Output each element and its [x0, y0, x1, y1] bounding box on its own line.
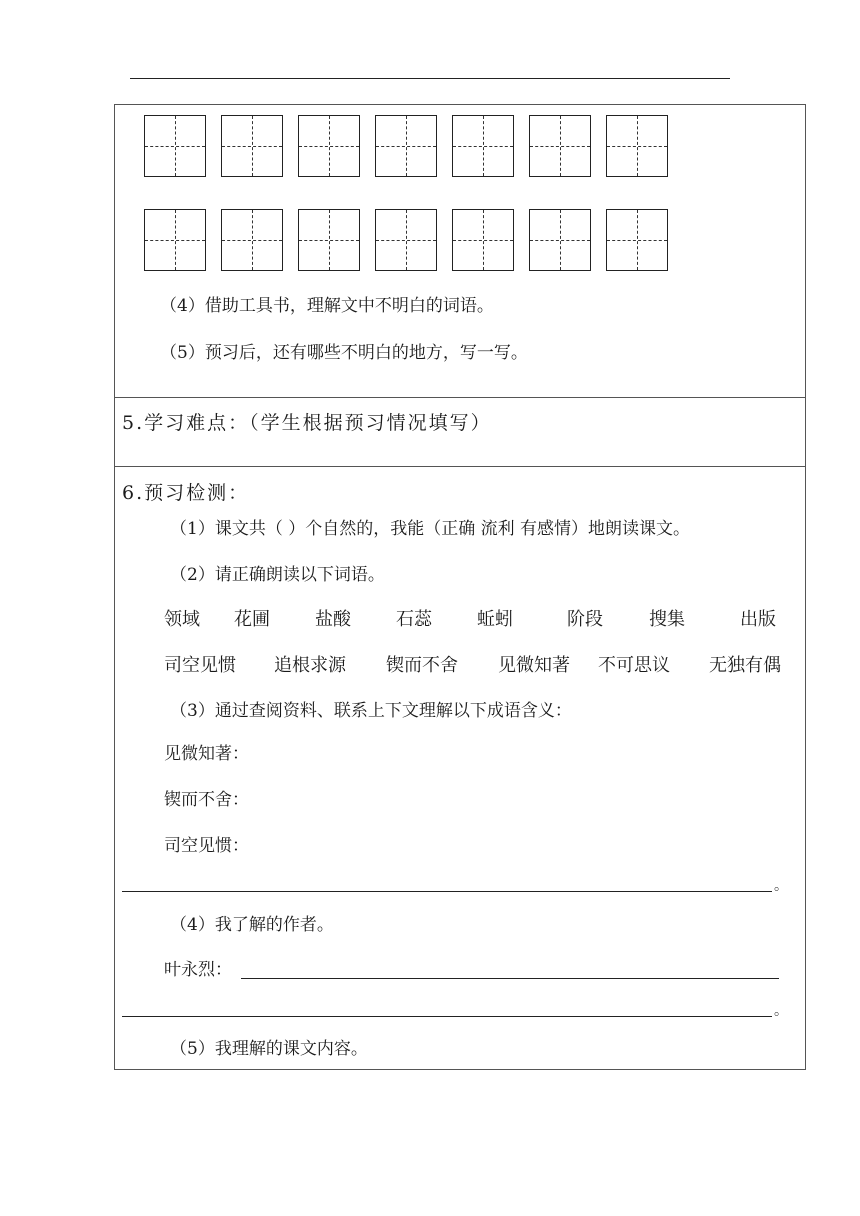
vocab-word: 阶段 — [567, 609, 603, 630]
answer-line-1[interactable] — [122, 891, 772, 892]
end-period: 。 — [774, 878, 788, 894]
section-6-title: 6.预习检测： — [122, 482, 250, 504]
item-5-text: （5）预习后，还有哪些不明白的地方，写一写。 — [160, 343, 528, 363]
end-period: 。 — [774, 1003, 788, 1019]
idiom-label-1: 见微知著： — [164, 744, 249, 764]
vocab-idiom: 不可思议 — [598, 655, 670, 676]
answer-line-2[interactable] — [122, 1016, 772, 1017]
author-label: 叶永烈： — [164, 960, 232, 980]
writing-box[interactable] — [144, 209, 206, 271]
writing-box[interactable] — [298, 115, 360, 177]
writing-box[interactable] — [529, 115, 591, 177]
section-5-title: 5.学习难点：（学生根据预习情况填写） — [122, 412, 492, 434]
author-answer-line[interactable] — [241, 978, 779, 979]
writing-box[interactable] — [452, 115, 514, 177]
row-divider-2 — [114, 466, 806, 467]
vocab-idiom: 见微知著 — [498, 655, 570, 676]
writing-box[interactable] — [221, 115, 283, 177]
vocab-idiom: 无独有偶 — [709, 655, 781, 676]
writing-box[interactable] — [375, 115, 437, 177]
vocab-word: 花圃 — [234, 609, 270, 630]
writing-grid-row-1 — [144, 115, 668, 177]
vocab-idiom: 追根求源 — [274, 655, 346, 676]
vocab-word: 搜集 — [649, 609, 685, 630]
vocab-idiom: 锲而不舍 — [386, 655, 458, 676]
writing-box[interactable] — [452, 209, 514, 271]
writing-grid-row-2 — [144, 209, 668, 271]
writing-box[interactable] — [144, 115, 206, 177]
vocab-word: 蚯蚓 — [477, 609, 513, 630]
idiom-label-2: 锲而不舍： — [164, 790, 249, 810]
header-rule — [130, 78, 730, 79]
vocab-word: 出版 — [740, 609, 776, 630]
vocab-word: 石蕊 — [396, 609, 432, 630]
writing-box[interactable] — [375, 209, 437, 271]
vocab-idiom: 司空见惯 — [164, 655, 236, 676]
vocab-word: 盐酸 — [315, 609, 351, 630]
idiom-label-3: 司空见惯： — [164, 836, 249, 856]
question-2: （2）请正确朗读以下词语。 — [170, 565, 385, 585]
writing-box[interactable] — [529, 209, 591, 271]
question-3: （3）通过查阅资料、联系上下文理解以下成语含义： — [170, 701, 572, 721]
vocab-word: 领域 — [164, 609, 200, 630]
item-4-text: （4）借助工具书，理解文中不明白的词语。 — [160, 296, 494, 316]
writing-box[interactable] — [298, 209, 360, 271]
row-divider-1 — [114, 397, 806, 398]
writing-box[interactable] — [221, 209, 283, 271]
question-4: （4）我了解的作者。 — [170, 915, 334, 935]
writing-box[interactable] — [606, 115, 668, 177]
question-1: （1）课文共（ ）个自然的，我能（正确 流利 有感情）地朗读课文。 — [170, 519, 691, 539]
question-5: （5）我理解的课文内容。 — [170, 1039, 368, 1059]
writing-box[interactable] — [606, 209, 668, 271]
